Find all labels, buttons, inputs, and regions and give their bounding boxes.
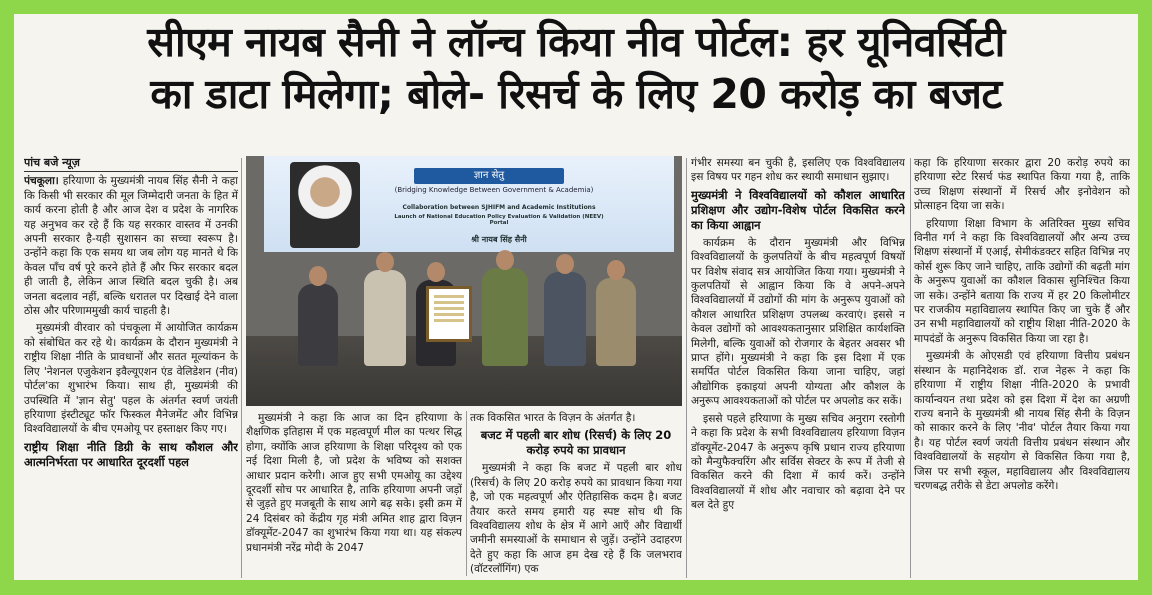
paragraph: मुख्यमंत्री ने कहा कि आज का दिन हरियाणा के शैक्षणिक इतिहास में एक महत्वपूर्ण मील का पत्थर सिद्ध होगा, क्योंकि आज हरियाणा के शिक्षा परिदृश्य को एक नई दिशा मिली है, जो प्रदेश के भविष्य को सशक्त आधार प्रदान करेगी। आज हुए सभी एमओयू का उद्देश्य दूरदर्शी सोच पर आधारित है, ताकि हरियाणा अपनी जड़ों से जुड़ते हुए मजबूती के साथ आगे बढ़ सके। इसी क्रम में 24 दिसंबर को केंद्रीय गृह मंत्री अमित शाह द्वारा विज़न डॉक्यूमेंट-2047 का शुभारंभ किया गया था। यह संकल्प प्रधानमंत्री नरेंद्र मोदी के 2047	[246, 412, 462, 554]
person-head	[376, 252, 394, 272]
subheading: बजट में पहली बार शोध (रिसर्च) के लिए 20 करोड़ रुपये का प्रावधान	[480, 428, 672, 458]
portrait-image	[290, 162, 360, 248]
column-3	[470, 411, 682, 576]
person-head	[556, 254, 574, 274]
headline	[14, 16, 1138, 120]
paragraph: मुख्यमंत्री के ओएसडी एवं हरियाणा वित्तीय प्रबंधन संस्थान के महानिदेशक डॉ. राज नेहरू ने कहा कि हरियाणा में राष्ट्रीय शिक्षा नीति-2020 के प्रभावी कार्यान्वयन तथा प्रदेश को इस दिशा में देश का अग्रणी राज्य बनाने के मुख्यमंत्री श्री नायब सिंह सैनी के विज़न को साकार करने के लिए 'नीव' पोर्टल तैयार किया गया है। यह पोर्टल स्वर्ण जयंती वित्तीय प्रबंधन संस्थान और विश्वविद्यालयों के सहयोग से विकसित किया गया है, जिस पर सभी स्कूल, महाविद्यालय और विश्वविद्यालय चरणबद्ध तरीके से डेटा अपलोड करेंगे।	[914, 350, 1130, 492]
paragraph: गंभीर समस्या बन चुकी है, इसलिए एक विश्वविद्यालय इस विषय पर गहन शोध कर स्थायी समाधान सुझाए।	[691, 157, 905, 184]
paragraph: तक विकसित भारत के विज़न के अंतर्गत है।	[470, 412, 636, 424]
newspaper-clipping	[14, 14, 1138, 580]
banner-line: श्री नायब सिंह सैनी	[471, 235, 527, 244]
subheading: मुख्यमंत्री ने विश्वविद्यालयों को कौशल आधारित प्रशिक्षण और उद्योग-विशेष पोर्टल विकसित करने का किया आह्वान	[691, 187, 905, 232]
paragraph: इससे पहले हरियाणा के मुख्य सचिव अनुराग रस्तोगी ने कहा कि प्रदेश के सभी विश्वविद्यालय हरियाणा विज़न डॉक्यूमेंट-2047 के अनुरूप कृषि प्रधान राज्य हरियाणा को मैन्युफैक्चरिंग और सर्विस सेक्टर के रूप में तेजी से विकसित करने की दिशा में कार्य करें। उन्होंने विश्वविद्यालयों में शोध और नवाचार को बढ़ावा देने पर बल देते हुए	[691, 412, 905, 512]
banner-line: Launch of National Education Policy Evaluation & Validation (NEEV) Portal	[394, 214, 604, 226]
memento-frame	[426, 286, 472, 342]
person-head	[309, 266, 327, 286]
person	[298, 284, 338, 366]
paragraph: हरियाणा शिक्षा विभाग के अतिरिक्त मुख्य सचिव विनीत गर्ग ने कहा कि विश्वविद्यालयों और अन्य उच्च शिक्षण संस्थानों में एआई, सेमीकंडक्टर सहित विभिन्न नए कोर्स शुरू किए जाने चाहिए, ताकि उद्योगों की बढ़ती मांग के अनुरूप युवाओं का कौशल विकास सुनिश्चित किया जा सके। उन्होंने बताया कि राज्य में हर 20 किलोमीटर पर राजकीय महाविद्यालय स्थापित किए जा चुके हैं और उन सभी महाविद्यालयों को राष्ट्रीय शिक्षा नीति-2020 के मापदंडों के अनुरूप विकसित किया जा रहा है।	[914, 217, 1130, 345]
column-rule	[466, 411, 467, 576]
person	[482, 268, 528, 366]
dateline: पंचकूला।	[24, 175, 59, 188]
paragraph: हरियाणा के मुख्यमंत्री नायब सिंह सैनी ने कहा कि किसी भी सरकार की मूल जिम्मेदारी जनता के हित में कार्य करना होती है और आज देश व प्रदेश के नागरिक यह अनुभव कर रहे हैं कि यह सरकार वास्तव में उनकी अपनी सरकार है-यही सुशासन का सच्चा स्वरूप है। उन्होंने कहा कि एक समय था जब लोग यह मानते थे कि केवल पाँच वर्ष पूरे करने होते हैं और फिर सरकार बदल ही जाती है, लेकिन आज स्थिति बदल चुकी है। अब जनता बदलाव नहीं, बल्कि धरातल पर दिखाई देने वाला ठोस और परिणाममुखी कार्य चाहती है।	[24, 175, 238, 318]
person-head	[427, 262, 445, 282]
paragraph: मुख्यमंत्री वीरवार को पंचकूला में आयोजित कार्यक्रम को संबोधित कर रहे थे। कार्यक्रम के दौरान मुख्यमंत्री ने राष्ट्रीय शिक्षा नीति के प्रावधानों और सतत मूल्यांकन के लिए 'नेशनल एजुकेशन इवैल्यूएशन एंड वेलिडेशन (नीव) पोर्टल'का शुभारंभ किया। साथ ही, मुख्यमंत्री की उपस्थिति में 'ज्ञान सेतु' पहल के अंतर्गत स्वर्ण जयंती हरियाणा इंस्टीट्यूट फॉर फिस्कल मैनेजमेंट और विभिन्न विश्वविद्यालयों के बीच एमओयू पर हस्ताक्षर किए गए।	[24, 322, 238, 436]
column-4	[691, 156, 905, 576]
banner-line: Collaboration between SJHIFM and Academic Institutions	[402, 204, 596, 211]
person	[544, 272, 586, 366]
person-head	[496, 250, 514, 270]
person	[364, 270, 406, 366]
banner-title: ज्ञान सेतु	[414, 168, 564, 184]
column-5	[914, 156, 1130, 576]
column-rule	[910, 158, 911, 578]
banner-subtitle: (Bridging Knowledge Between Government & Academia)	[394, 186, 594, 194]
byline: पांच बजे न्यूज़	[24, 156, 238, 172]
stage-backdrop	[264, 156, 674, 252]
paragraph: कहा कि हरियाणा सरकार द्वारा 20 करोड़ रुपये का हरियाणा स्टेट रिसर्च फंड स्थापित किया गया है, ताकि उच्च शिक्षण संस्थानों में रिसर्च और इनोवेशन को प्रोत्साहन दिया जा सके।	[914, 157, 1130, 213]
headline-line-2: का डाटा मिलेगा; बोले- रिसर्च के लिए 20 करोड़ का बजट	[150, 70, 1002, 118]
column-rule	[686, 158, 687, 578]
paragraph: कार्यक्रम के दौरान मुख्यमंत्री और विभिन्न विश्वविद्यालयों के कुलपतियों के बीच महत्वपूर्ण विषयों पर विशेष संवाद सत्र आयोजित किया गया। मुख्यमंत्री ने कुलपतियों से आह्वान किया कि वे अपने-अपने विश्वविद्यालयों में उद्योगों की मांग के अनुरूप युवाओं को कौशल आधारित प्रशिक्षण उपलब्ध करवाएं। इससे न केवल उद्योगों को आवश्यकतानुसार प्रशिक्षित कार्यशक्ति मिलेगी, बल्कि युवाओं को रोजगार के बेहतर अवसर भी प्राप्त होंगे। मुख्यमंत्री ने कहा कि इस दिशा में एक समर्पित पोर्टल विकसित किया जाना चाहिए, जहां औद्योगिक इकाइयां अपनी योग्यता और कौशल के अनुरूप आवश्यकताओं को पोर्टल पर अपलोड कर सकें।	[691, 236, 905, 408]
person	[596, 278, 636, 366]
column-rule	[241, 158, 242, 578]
person-head	[607, 260, 625, 280]
news-photo	[246, 156, 682, 406]
paragraph: मुख्यमंत्री ने कहा कि बजट में पहली बार शोध (रिसर्च) के लिए 20 करोड़ रुपये का प्रावधान किया गया है, जो एक महत्वपूर्ण और ऐतिहासिक कदम है। बजट तैयार करते समय हमारी यह स्पष्ट सोच थी कि विश्वविद्यालय शोध के क्षेत्र में आगे आएँ और विद्यार्थी जमीनी समस्याओं के समाधान से जुड़ें। उन्होंने उदाहरण देते हुए कहा कि आज हम देख रहे हैं कि जलभराव (वॉटरलॉगिंग) एक	[470, 462, 682, 576]
column-1	[24, 156, 238, 576]
headline-line-1: सीएम नायब सैनी ने लॉन्च किया नीव पोर्टल: हर यूनिवर्सिटी	[147, 18, 1005, 66]
subheading: राष्ट्रीय शिक्षा नीति डिग्री के साथ कौशल और आत्मनिर्भरता पर आधारित दूरदर्शी पहल	[24, 439, 238, 469]
column-2	[246, 411, 462, 576]
